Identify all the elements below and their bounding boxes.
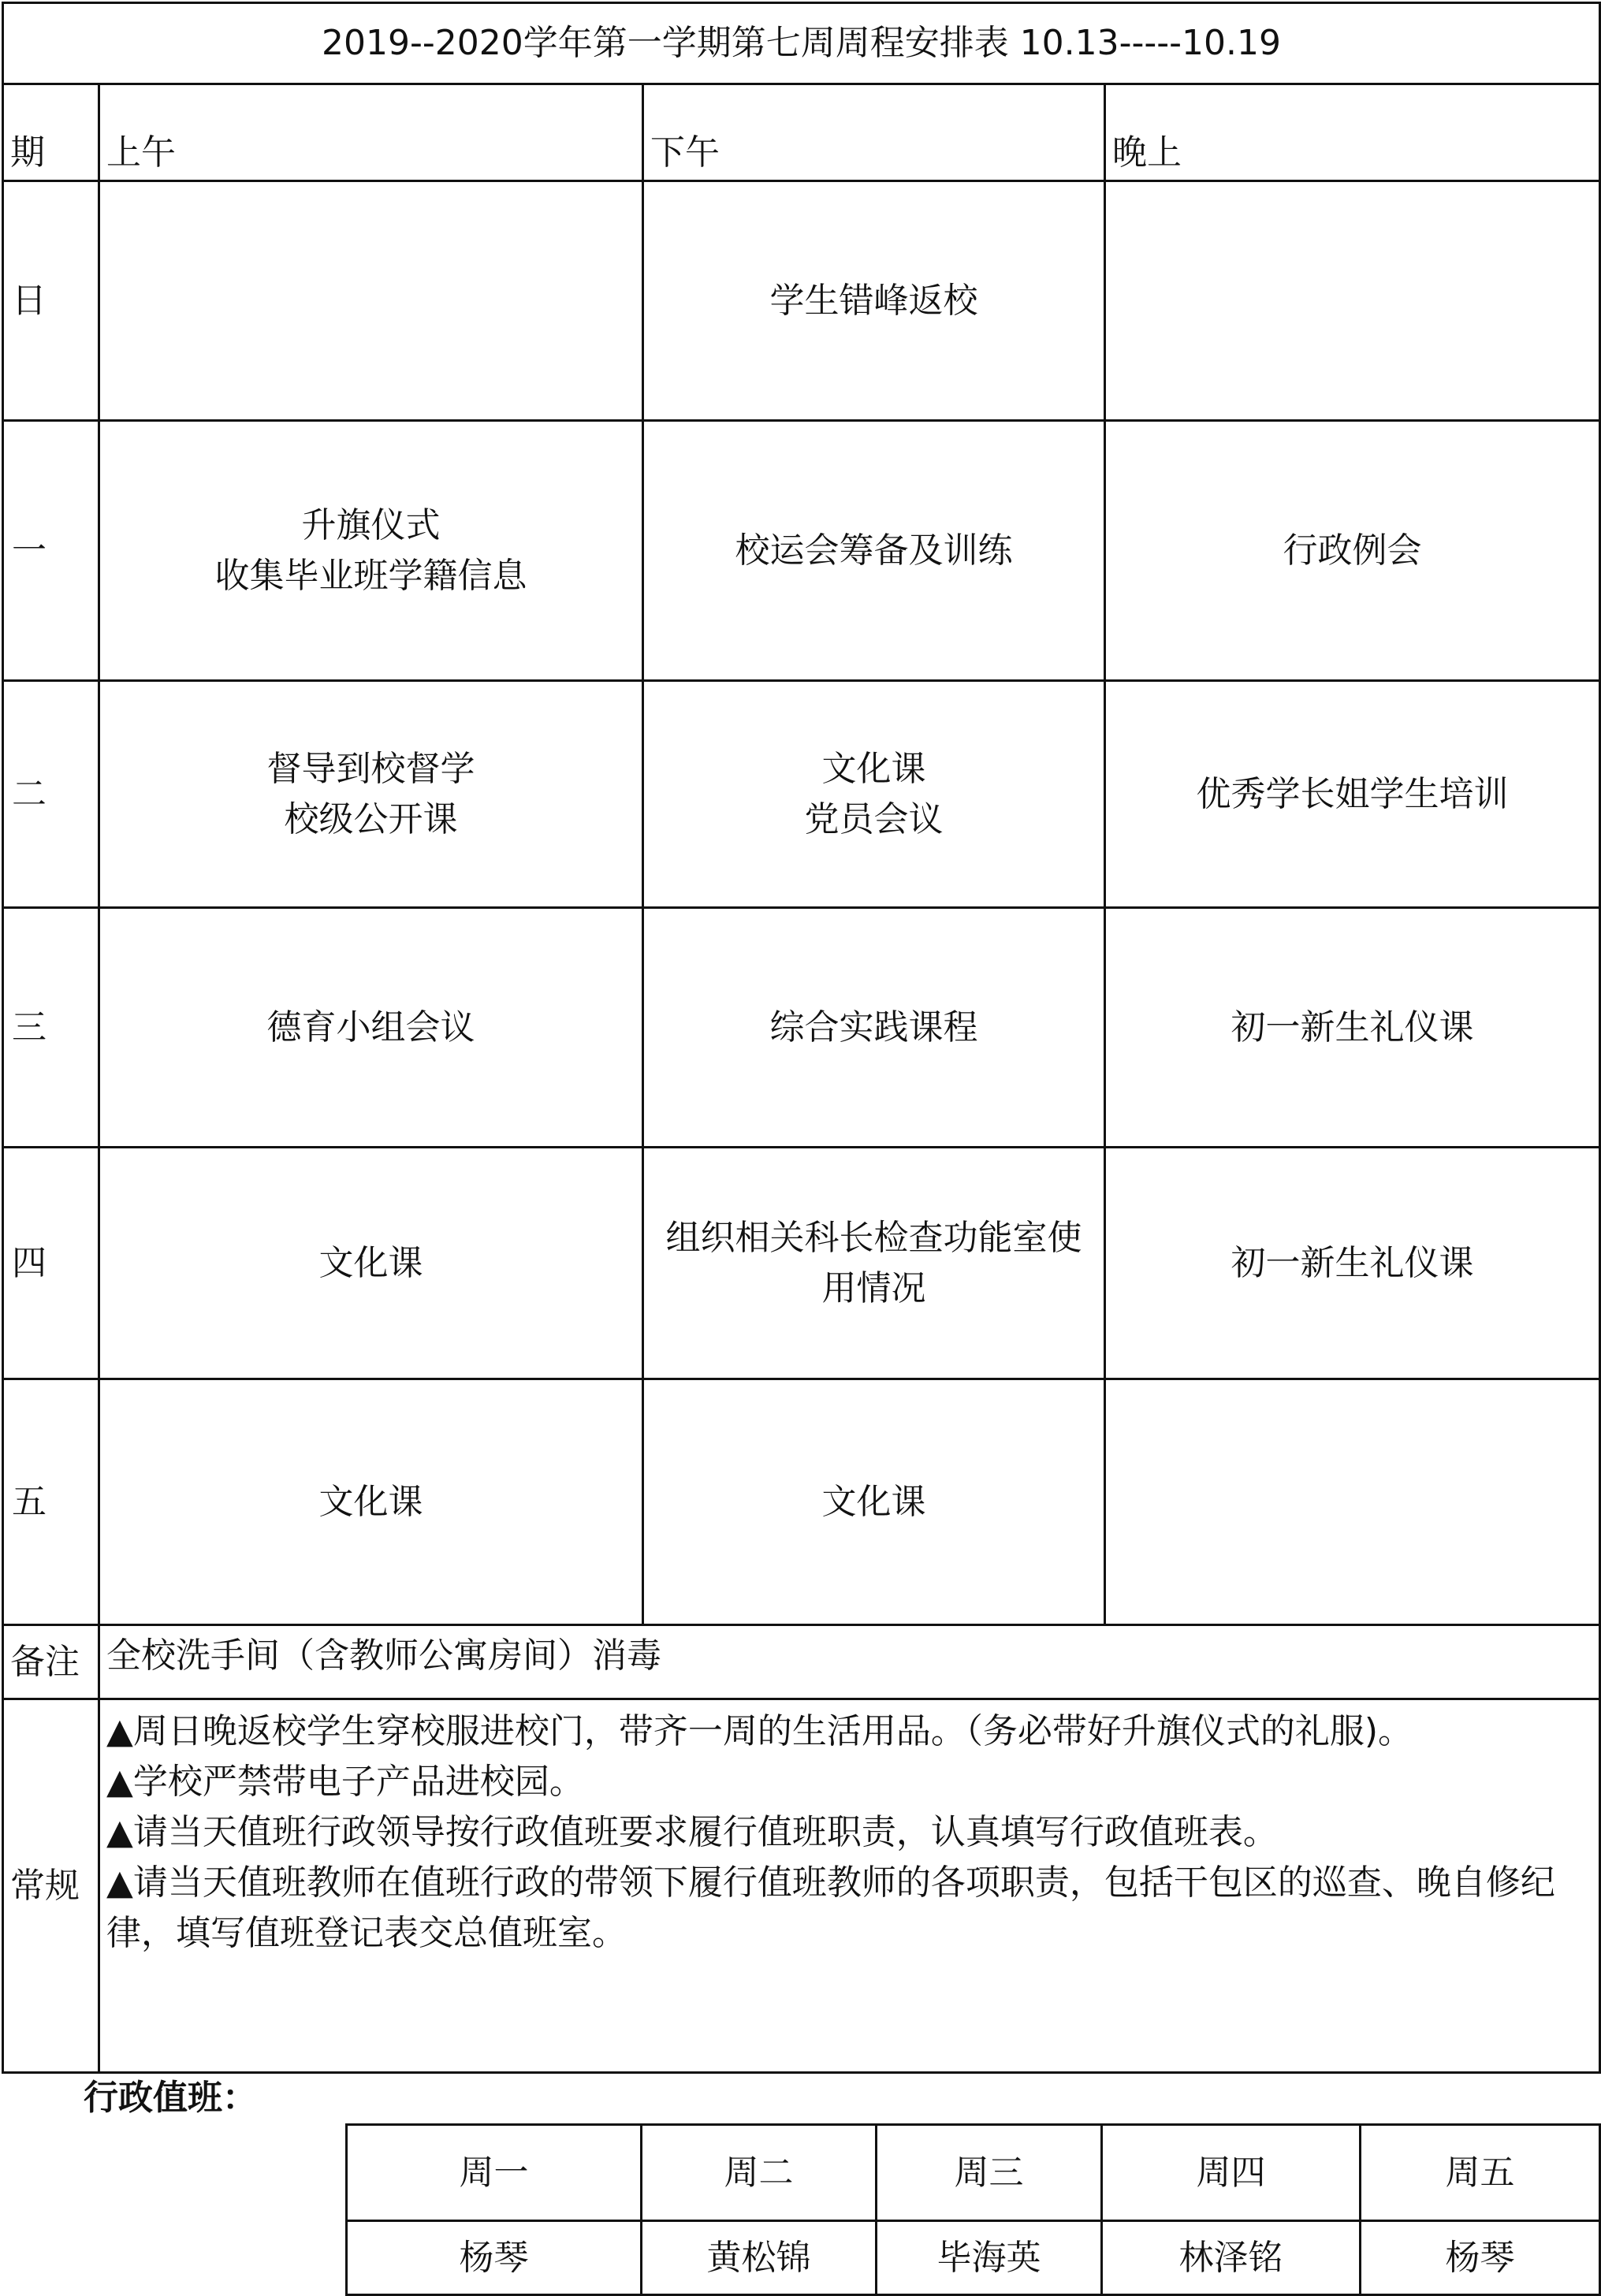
morning-cell (99, 421, 643, 681)
duty-day: 周一 (347, 2125, 642, 2221)
duty-days-row (347, 2125, 1600, 2221)
duty-name: 毕海英 (877, 2221, 1102, 2295)
header-row (3, 84, 1600, 181)
routine-rules (99, 1699, 1600, 2073)
day-label: 三 (3, 908, 99, 1148)
evening-cell (1105, 1148, 1600, 1379)
header-day: 期 (3, 84, 99, 181)
remarks-label: 备注 (3, 1625, 99, 1699)
header-evening: 晚上 (1105, 84, 1600, 181)
evening-cell (1105, 1379, 1600, 1625)
duty-label: 行政值班： (84, 2078, 257, 2118)
evening-cell (1105, 421, 1600, 681)
activity-text: 党员会议 (804, 798, 944, 839)
title-row (3, 3, 1600, 84)
routine-rule: ▲请当天值班教师在值班行政的带领下履行值班教师的各项职责，包括干包区的巡查、晚自修纪律，填写值班登记表交总值班室。 (106, 1862, 1555, 1953)
routine-rule: ▲周日晚返校学生穿校服进校门，带齐一周的生活用品。（务必带好升旗仪式的礼服)。 (106, 1711, 1413, 1751)
morning-cell (99, 1148, 643, 1379)
schedule-row (3, 1148, 1600, 1379)
morning-cell (99, 908, 643, 1148)
activity-text: 德育小组会议 (266, 1007, 475, 1048)
routine-rule: ▲学校严禁带电子产品进校园。 (106, 1762, 584, 1802)
duty-name: 杨琴 (347, 2221, 642, 2295)
activity-text: 文化课 (318, 1481, 423, 1522)
day-label: 一 (3, 421, 99, 681)
activity-text: 用情况 (821, 1267, 926, 1308)
activity-text: 文化课 (821, 1481, 926, 1522)
activity-text: 行政例会 (1283, 530, 1422, 571)
weekly-schedule-table (2, 2, 1601, 2074)
schedule-row (3, 908, 1600, 1148)
day-label: 五 (3, 1379, 99, 1625)
morning-cell (99, 181, 643, 421)
afternoon-cell (643, 908, 1105, 1148)
duty-name: 杨琴 (1361, 2221, 1600, 2295)
header-afternoon: 下午 (643, 84, 1105, 181)
day-label: 二 (3, 681, 99, 908)
evening-cell (1105, 908, 1600, 1148)
activity-text: 收集毕业班学籍信息 (214, 555, 527, 596)
activity-text: 初一新生礼仪课 (1231, 1007, 1474, 1048)
activity-text: 初一新生礼仪课 (1231, 1242, 1474, 1283)
activity-text: 文化课 (821, 748, 926, 789)
duty-day: 周二 (642, 2125, 877, 2221)
activity-text: 文化课 (318, 1242, 423, 1283)
schedule-row (3, 421, 1600, 681)
schedule-row (3, 181, 1600, 421)
activity-text: 督导到校督学 (266, 748, 475, 789)
duty-roster-table (345, 2123, 1601, 2296)
remarks-text: 全校洗手间（含教师公寓房间）消毒 (99, 1625, 1600, 1699)
duty-name: 黄松锦 (642, 2221, 877, 2295)
activity-text: 综合实践课程 (769, 1007, 978, 1048)
morning-cell (99, 681, 643, 908)
schedule-row (3, 1379, 1600, 1625)
duty-names-row (347, 2221, 1600, 2295)
afternoon-cell (643, 181, 1105, 421)
activity-text: 学生错峰返校 (769, 280, 978, 321)
afternoon-cell (643, 681, 1105, 908)
routine-label: 常规 (3, 1699, 99, 2073)
duty-day: 周四 (1102, 2125, 1361, 2221)
morning-cell (99, 1379, 643, 1625)
routine-rule: ▲请当天值班行政领导按行政值班要求履行值班职责，认真填写行政值班表。 (106, 1812, 1278, 1852)
afternoon-cell (643, 1148, 1105, 1379)
evening-cell (1105, 681, 1600, 908)
afternoon-cell (643, 421, 1105, 681)
duty-day: 周三 (877, 2125, 1102, 2221)
activity-text: 组织相关科长检查功能室使 (665, 1217, 1082, 1258)
schedule-title: 2019--2020学年第一学期第七周周程安排表 10.13-----10.19 (3, 3, 1600, 84)
day-label: 日 (3, 181, 99, 421)
remarks-row (3, 1625, 1600, 1699)
duty-name: 林泽铭 (1102, 2221, 1361, 2295)
activity-text: 校级公开课 (284, 798, 458, 839)
afternoon-cell (643, 1379, 1105, 1625)
activity-text: 升旗仪式 (301, 504, 441, 545)
routine-row (3, 1699, 1600, 2073)
schedule-row (3, 681, 1600, 908)
activity-text: 校运会筹备及训练 (735, 530, 1013, 571)
activity-text: 优秀学长姐学生培训 (1196, 773, 1509, 814)
duty-day: 周五 (1361, 2125, 1600, 2221)
header-morning: 上午 (99, 84, 643, 181)
day-label: 四 (3, 1148, 99, 1379)
evening-cell (1105, 181, 1600, 421)
